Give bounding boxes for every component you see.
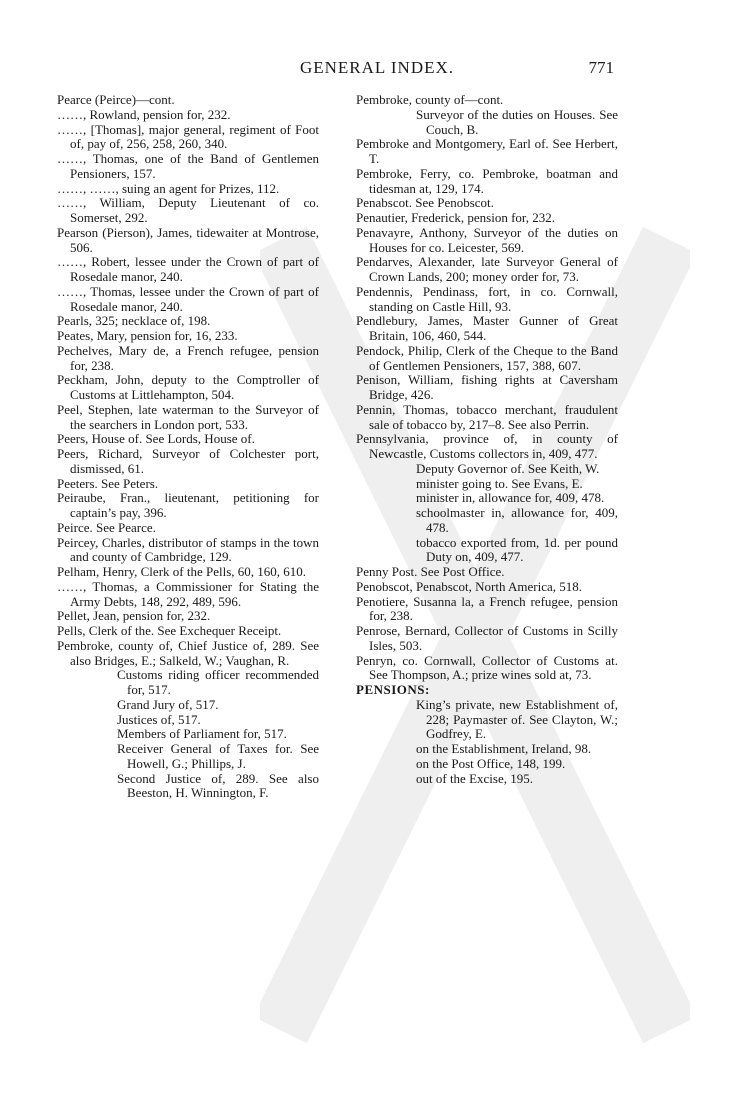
index-entry: Pembroke, county of—cont. [356,92,504,107]
index-entry: tobacco exported from, 1d. per pound Duty on, 409, 477. [416,534,618,565]
index-entry: Penny Post. See Post Office. [356,564,505,579]
index-entry: Penobscot, Penabscot, North America, 518. [356,578,583,594]
index-entry: Peiraube, Fran., lieutenant, petitioning for captain’s pay, 396. [57,490,319,520]
index-entry: Receiver General of Taxes for. See Howell, G.; Phillips, J. [117,741,319,771]
index-entry: Members of Parliament for, 517. [117,726,287,742]
index-entry: Grand Jury of, 517. [117,696,219,712]
index-entry: minister in, allowance for, 409, 478. [416,490,605,506]
index-entry: Pells, Clerk of the. See Exchequer Receipt. [57,623,282,638]
index-entry: Pendarves, Alexander, late Surveyor General of Crown Lands, 200; money order for, 73. [356,254,618,284]
index-entry: Pearson (Pierson), James, tidewaiter at Montrose, 506. [57,224,319,255]
index-entry: Pennsylvania, province of, in county of Newcastle, Customs collectors in, 409, 477. [356,431,618,461]
index-entry: Peirce. See Pearce. [57,519,156,535]
index-entry: Penabscot. See Penobscot. [356,195,494,211]
index-entry: Second Justice of, 289. See also Beeston, H. Winnington, F. [117,770,319,801]
index-entry: minister going to. See Evans, E. [416,475,583,491]
index-entry: on the Post Office, 148, 199. [416,755,566,771]
index-entry: Justices of, 517. [117,711,201,727]
index-entry: ……, ……, suing an agent for Prizes, 112. [57,180,280,196]
index-heading: PENSIONS: [356,682,430,697]
page-number: 771 [588,58,614,77]
index-entry: on the Establishment, Ireland, 98. [416,741,592,756]
index-entry: Peel, Stephen, late waterman to the Surveyor of the searchers in London port, 533. [57,401,319,432]
index-entry: Penrose, Bernard, Collector of Customs in Scilly Isles, 503. [356,623,618,653]
index-entry: Penison, William, fishing rights at Caversham Bridge, 426. [356,372,618,402]
index-entry: Deputy Governor of. See Keith, W. [416,460,600,476]
index-entry: Peircey, Charles, distributor of stamps in the town and county of Cambridge, 129. [57,534,319,565]
index-entry: Peers, House of. See Lords, House of. [57,431,255,447]
index-entry: ……, Thomas, a Commissioner for Stating the Army Debts, 148, 292, 489, 596. [57,578,319,609]
index-entry: Peates, Mary, pension for, 16, 233. [57,328,238,343]
index-entry: Penotiere, Susanna la, a French refugee, pension for, 238. [356,593,618,624]
index-entry: ……, Robert, lessee under the Crown of part of Rosedale manor, 240. [57,254,319,284]
index-entry: schoolmaster in, allowance for, 409, 478. [416,505,618,535]
index-entry: Pellet, Jean, pension for, 232. [57,608,211,624]
index-entry: Pendock, Philip, Clerk of the Cheque to the Band of Gentlemen Pensioners, 157, 388, 607. [356,342,618,373]
index-entry: Pembroke and Montgomery, Earl of. See Herbert, T. [356,136,618,166]
index-entry: Pennin, Thomas, tobacco merchant, fraudulent sale of tobacco by, 217–8. See also Perrin. [356,401,618,432]
index-entry: Pembroke, county of, Chief Justice of, 289. See also Bridges, E.; Salkeld, W.; Vaughan, R. [57,637,319,668]
index-entry: Penautier, Frederick, pension for, 232. [356,210,555,225]
index-entry: ……, Thomas, one of the Band of Gentlemen Pensioners, 157. [57,151,319,181]
index-entry: Peckham, John, deputy to the Comptroller of Customs at Littlehampton, 504. [57,372,319,402]
index-entry: Penavayre, Anthony, Surveyor of the duties on Houses for co. Leicester, 569. [356,224,618,255]
index-entry: Pendlebury, James, Master Gunner of Great Britain, 106, 460, 544. [356,313,618,343]
index-entry: ……, [Thomas], major general, regiment of Foot of, pay of, 256, 258, 260, 340. [57,121,319,152]
index-entry: ……, Thomas, lessee under the Crown of part of Rosedale manor, 240. [57,283,319,314]
index-entry: Pearce (Peirce)—cont. [57,92,175,107]
index-entry: Penryn, co. Cornwall, Collector of Customs at. See Thompson, A.; prize wines sold at, 73. [356,652,618,683]
index-entry: Pechelves, Mary de, a French refugee, pension for, 238. [57,342,319,373]
index-entry: Pearls, 325; necklace of, 198. [57,313,211,329]
index-entry: Pembroke, Ferry, co. Pembroke, boatman and tidesman at, 129, 174. [356,165,618,196]
running-title: GENERAL INDEX. [299,58,455,77]
index-entry: Peers, Richard, Surveyor of Colchester port, dismissed, 61. [57,446,319,476]
page-header [0,56,754,86]
index-entry: Surveyor of the duties on Houses. See Couch, B. [416,106,618,137]
index-entry: out of the Excise, 195. [416,770,533,786]
index-column-left [57,93,319,801]
index-entry: Pendennis, Pendinass, fort, in co. Cornwall, standing on Castle Hill, 93. [356,283,618,314]
index-entry: King’s private, new Establishment of, 228; Paymaster of. See Clayton, W.; Godfrey, E. [416,696,618,742]
index-entry: Pelham, Henry, Clerk of the Pells, 60, 160, 610. [57,564,307,579]
index-column-right [356,93,618,786]
index-entry: Peeters. See Peters. [57,475,159,491]
index-entry: ……, William, Deputy Lieutenant of co. Somerset, 292. [57,195,319,225]
index-entry: Customs riding officer recommended for, 517. [117,667,319,697]
index-entry: ……, Rowland, pension for, 232. [57,106,231,122]
